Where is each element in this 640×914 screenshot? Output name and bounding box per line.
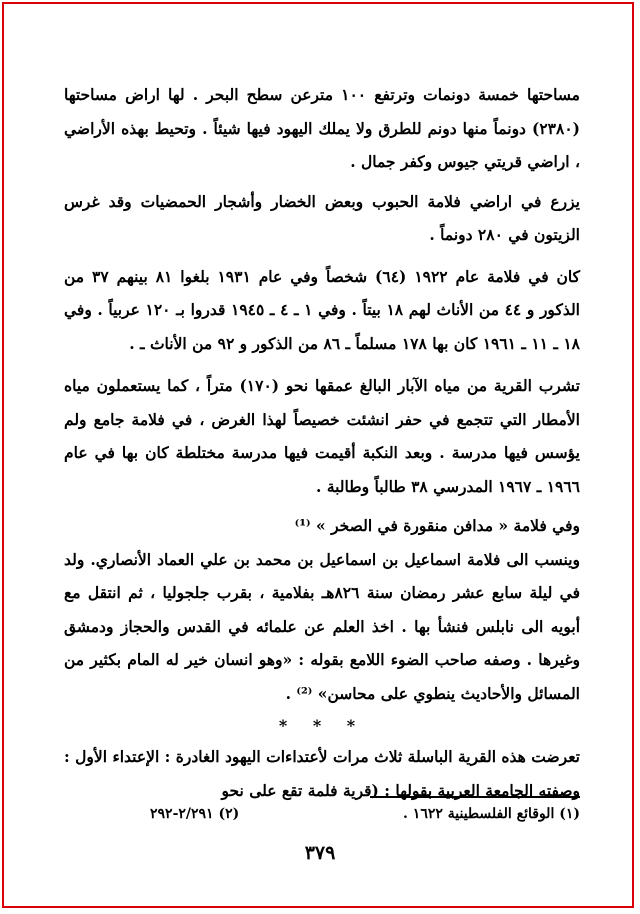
paragraph-area: مساحتها خمسة دونمات وترتفع ١٠٠ مترعن سطح البحر . لها اراض مساحتها (٢٣٨٠) دونماً منها دونم للطرق ولا يملك اليهود فيها شيئاً . وتحيط بهذه الأراضي ، اراضي قريتي جيوس وكفر جمال . [64, 85, 580, 171]
page-body [64, 78, 580, 807]
paragraph-ismail: وينسب الى فلامة اسماعيل بن اسماعيل بن محمد بن علي العماد الأنصاري. ولد في ليلة سابع عشر رمضان سنة ٨٢٦هـ بفلامية ، بقرب جلجوليا ، ثم انتقل مع أبويه الى نابلس فنشأ بها . اخذ العلم عن علمائه في القدس والحجاز ودمشق وغيرها . وصفه صاحب الضوء اللامع بقوله : «وهو انسان خير له المام بكثير من المسائل والأحاديث ينطوي على محاسن» ⁽²⁾ . [64, 549, 580, 703]
footnote-2: (٢) ٢/٢٩١-٢٩٢ [150, 806, 240, 822]
footnote-rule [370, 796, 580, 798]
paragraph-water-school: تشرب القرية من مياه الآبار البالغ عمقها نحو (١٧٠) متراً ، كما يستعملون مياه الأمطار التي تتجمع في حفر انشئت خصيصاً لهذا الغرض ، في فلامة جامع ولم يؤسس فيها مدرسة . وبعد النكبة أقيمت فيها مدرسة مختلطة كان بها في عام ١٩٦٦ ـ ١٩٦٧ المدرسي ٣٨ طالباً وطالبة . [64, 376, 580, 496]
section-separator: * * * [278, 716, 366, 735]
paragraph-attacks: تعرضت هذه القرية الباسلة ثلاث مرات لأعتداءات اليهود الغادرة : الإعتداء الأول : وصفته الجامعة العربية بقولها : (قرية فلمة تقع على نحو [64, 747, 580, 800]
footnote-1: (١) الوقائع الفلسطينية ١٦٢٢ . [403, 806, 580, 822]
paragraph-population: كان في فلامة عام ١٩٢٢ (٦٤) شخصاً وفي عام ١٩٣١ بلغوا ٨١ بينهم ٣٧ من الذكور و ٤٤ من الأناث لهم ١٨ بيتاً . وفي ١ ـ ٤ ـ ١٩٤٥ قدروا بـ ١٢٠ عربياً . وفي ١٨ ـ ١١ ـ ١٩٦١ كان بها ١٧٨ مسلماً ـ ٨٦ من الذكور و ٩٢ من الأناث ـ . [64, 266, 581, 353]
page-number: ٣٧٩ [304, 842, 336, 864]
footnotes [150, 806, 580, 822]
paragraph-burials: وفي فلامة « مدافن منقورة في الصخر » ⁽¹⁾ [294, 516, 580, 535]
paragraph-agriculture: يزرع في اراضي فلامة الحبوب وبعض الخضار وأشجار الحمضيات وقد غرس الزيتون في ٢٨٠ دونماً . [64, 191, 580, 244]
